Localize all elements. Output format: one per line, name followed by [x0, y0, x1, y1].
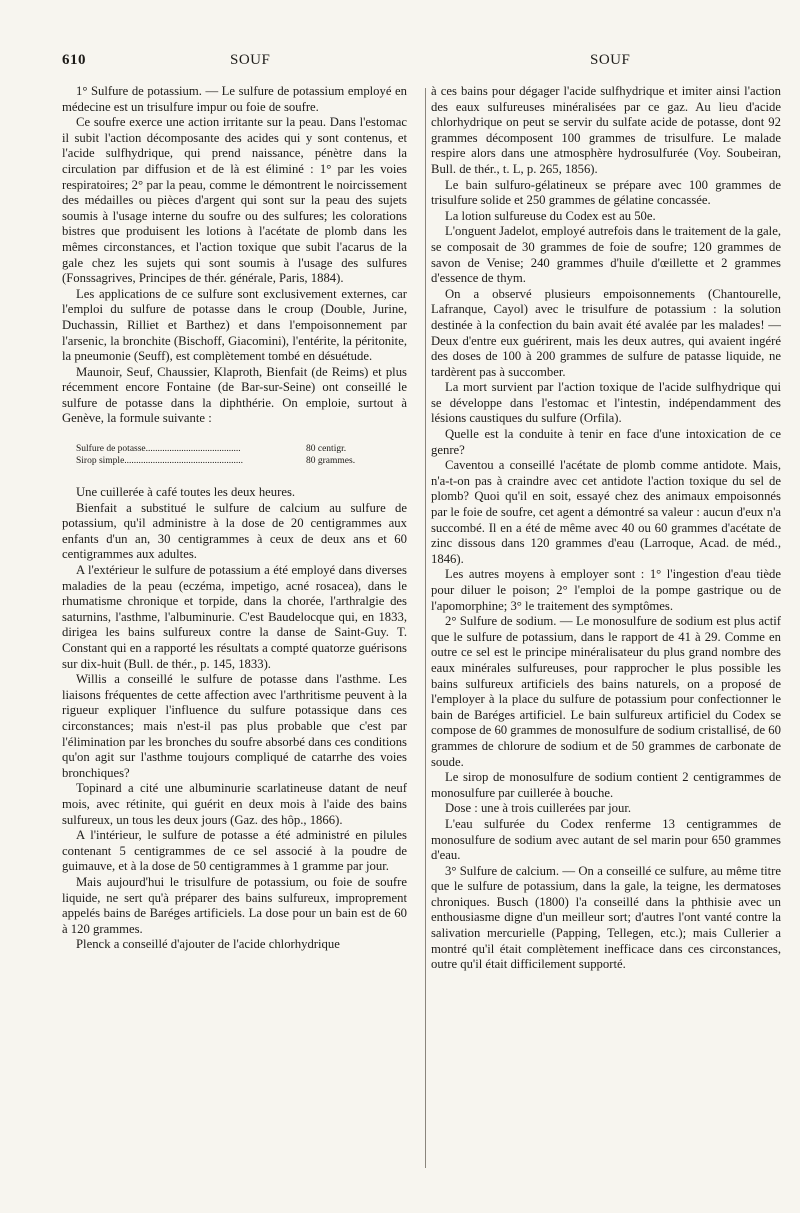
paragraph: Bienfait a substitué le sulfure de calcium au sulfure de potassium, qu'il administre à la dose de 20 centigrammes aux enfants d'un an, 30 centigrammes à ceux de deux ans et 60 centigrammes aux adultes. [62, 500, 407, 562]
formula-block [76, 443, 407, 467]
paragraph: Quelle est la conduite à tenir en face d'une intoxication de ce genre? [431, 427, 781, 457]
page-number: 610 [62, 52, 86, 68]
paragraph: On a observé plusieurs empoisonnements (Chantourelle, Lafranque, Cayol) avec le trisulfure de potassium : la solution destinée à la confection du bain avait été avalée par les malades! — Deux d'entre eux guérirent, mais les deux autres, qui avaient ingéré des doses de 100 à 200 grammes de sulfure de patasse liquide, ne tardèrent pas à succomber. [431, 286, 781, 379]
paragraph: A l'extérieur le sulfure de potassium a été employé dans diverses maladies de la peau (eczéma, impetigo, acné rosacea), dans le rhumatisme chronique et torpide, dans la chorée, l'arthralgie des saturnins, l'asthme, l'albuminurie. C'est Baudelocque qui, en 1833, dirigea les bains sulfureux contre la danse de Saint-Guy. T. Constant qui en a rapporté les résultats a compté quatorze guérisons sur dix-huit (Bull. de thér., p. 145, 1833). [62, 563, 407, 671]
formula-quantity: 80 centigr. [306, 444, 347, 455]
paragraph: Le bain sulfuro-gélatineux se prépare avec 100 grammes de trisulfure solide et 250 grammes de gélatine concassée. [431, 177, 781, 208]
paragraph: Le sirop de monosulfure de sodium contient 2 centigrammes de monosulfure par cuillerée à bouche. [431, 770, 781, 800]
running-title-right: SOUF [590, 52, 631, 68]
paragraph: à ces bains pour dégager l'acide sulfhydrique et imiter ainsi l'action des eaux sulfureuses minéralisées par ce gaz. Au lieu d'acide chlorhydrique on peut se servir du sulfate acide de potasse, dont 92 grammes décomposent 100 grammes de trisulfure. Le malade respire alors dans une atmosphère hydrosulfurée (Voy. Soubeiran, Bull. de thér., t. L, p. 265, 1856). [431, 84, 781, 176]
paragraph: Willis a conseillé le sulfure de potasse dans l'asthme. Les liaisons fréquentes de cette affection avec l'arthritisme peuvent à la rigueur expliquer l'influence du sulfure potassique dans ces circonstances; mais n'est-il pas plus probable que c'est par l'élimination par les bronches du soufre absorbé dans ces conditions qu'on agit sur l'asthme toujours compliqué de catarrhe des voies bronchiques? [62, 672, 407, 780]
paragraph: Topinard a cité une albuminurie scarlatineuse datant de neuf mois, avec rétinite, qui guérit en deux mois à l'aide des bains sulfureux, un tous les deux jours (Gaz. des hôp., 1866). [62, 781, 407, 827]
paragraph: 1° Sulfure de potassium. — Le sulfure de potassium employé en médecine est un trisulfure impur ou foie de soufre. [62, 84, 407, 114]
paragraph: Maunoir, Seuf, Chaussier, Klaproth, Bienfait (de Reims) et plus récemment encore Fontaine (de Bar-sur-Seine) ont conseillé le sulfure de potasse dans la diphthérie. On emploie, surtout à Genève, la formule suivante : [62, 364, 407, 426]
paragraph: 2° Sulfure de sodium. — Le monosulfure de sodium est plus actif que le sulfure de potassium, dans le rapport de 41 à 29. Comme en outre ce sel est le principe minéralisateur du plus grand nombre des eaux minérales sulfureuses, pour rapprocher le plus possible les bains sulfureux artificiels des bains naturels, on a proposé de l'employer à la place du sulfure de potassium pour confectionner le bain de Baréges artificiel. Le bain sulfureux artificiel du Codex se compose de 60 grammes de monosulfure de sodium cristallisé, de 60 grammes de chlorure de sodium et de 50 grammes de carbonate de soude. [431, 614, 781, 769]
formula-line [76, 443, 407, 455]
paragraph: Caventou a conseillé l'acétate de plomb comme antidote. Mais, n'a-t-on pas à craindre avec cet antidote l'action toxique du sel de plomb? Quoi qu'il en soit, essayé chez des animaux empoisonnés par le foie de soufre, cet agent a démontré sa valeur : aucun d'eux n'a succombé. Il en a été de même avec 40 ou 60 grammes d'acétate de zinc dissous dans 120 grammes d'eau (Larroque, Acad. de méd., 1846). [431, 458, 781, 566]
paragraph: L'onguent Jadelot, employé autrefois dans le traitement de la gale, se composait de 30 grammes de foie de soufre; 120 grammes de savon de Venise; 240 grammes d'huile d'œillette et 2 grammes d'essence de thym. [431, 224, 781, 286]
paragraph: 3° Sulfure de calcium. — On a conseillé ce sulfure, au même titre que le sulfure de potassium, dans la gale, la teigne, les dermatoses chroniques. Busch (1800) l'a conseillé dans la phthisie avec un enthousiasme digne d'un meilleur sort; d'autres l'ont vanté contre la salivation mercurielle (Papping, Tellegen, etc.); mais Cullerier a montré qu'il était complètement inefficace dans ces circonstances, outre qu'il était difficilement supporté. [431, 863, 781, 972]
formula-ingredient: Sulfure de potasse........................................ [76, 444, 241, 455]
paragraph: Mais aujourd'hui le trisulfure de potassium, ou foie de soufre liquide, ne sert qu'à préparer des bains sulfureux, improprement appelés bains de Baréges artificiels. La dose pour un bain est de 60 à 120 grammes. [62, 874, 407, 936]
column-divider [425, 88, 426, 1168]
running-title-left: SOUF [230, 52, 271, 68]
paragraph: Plenck a conseillé d'ajouter de l'acide chlorhydrique [76, 937, 340, 952]
formula-ingredient: Sirop simple.................................................. [76, 456, 244, 467]
paragraph: A l'intérieur, le sulfure de potasse a été administré en pilules contenant 5 centigrammes de ce sel associé à la poudre de guimauve, et à la dose de 50 centigrammes à 1 gramme par jour. [62, 828, 407, 874]
paragraph: Dose : une à trois cuillerées par jour. [445, 801, 632, 816]
paragraph: Une cuillerée à café toutes les deux heures. [76, 485, 296, 500]
paragraph: L'eau sulfurée du Codex renferme 13 centigrammes de monosulfure de sodium avec autant de sel marin pour 650 grammes d'eau. [431, 816, 781, 863]
paragraph: La mort survient par l'action toxique de l'acide sulfhydrique qui se développe dans l'estomac et l'intestin, indépendamment des lésions caustiques du sulfure (Orfila). [431, 380, 781, 426]
paragraph: La lotion sulfureuse du Codex est au 50e. [445, 208, 656, 223]
paragraph: Les autres moyens à employer sont : 1° l'ingestion d'eau tiède pour diluer le poison; 2° l'emploi de la pompe gastrique ou de l'apomorphine; 3° le traitement des symptômes. [431, 567, 781, 613]
left-column [62, 84, 407, 953]
paragraph: Ce soufre exerce une action irritante sur la peau. Dans l'estomac il subit l'action décomposante des acides qui y sont contenus, et l'acide sulfhydrique, qui prend naissance, pénètre dans la circulation par diffusion et de là est éliminé : 1° par les voies respiratoires; 2° par la peau, comme le démontrent le noircissement des médailles ou pièces d'argent qui sont sur la peau des sujets soumis à l'usage interne du soufre ou des sulfures; les colorations bistres que produisent les lotions à l'acétate de plomb dans les mêmes circonstances, et l'action toxique que subit l'acarus de la gale chez les sujets qui sont soumis à l'usage des sulfures (Fonssagrives, Principes de thér. générale, Paris, 1884). [62, 115, 407, 286]
formula-quantity: 80 grammes. [306, 456, 356, 467]
right-column [431, 84, 781, 973]
paragraph: Les applications de ce sulfure sont exclusivement externes, car l'emploi du sulfure de potasse dans le croup (Double, Jurine, Duchassin, Rilliet et Barthez) et dans l'empoisonnement par l'arsenic, la bronchite (Bischoff, Giacomini), l'entérite, la péritonite, la pneumonie (Seuff), est complètement tombé en désuétude. [62, 286, 407, 364]
formula-line [76, 455, 407, 467]
